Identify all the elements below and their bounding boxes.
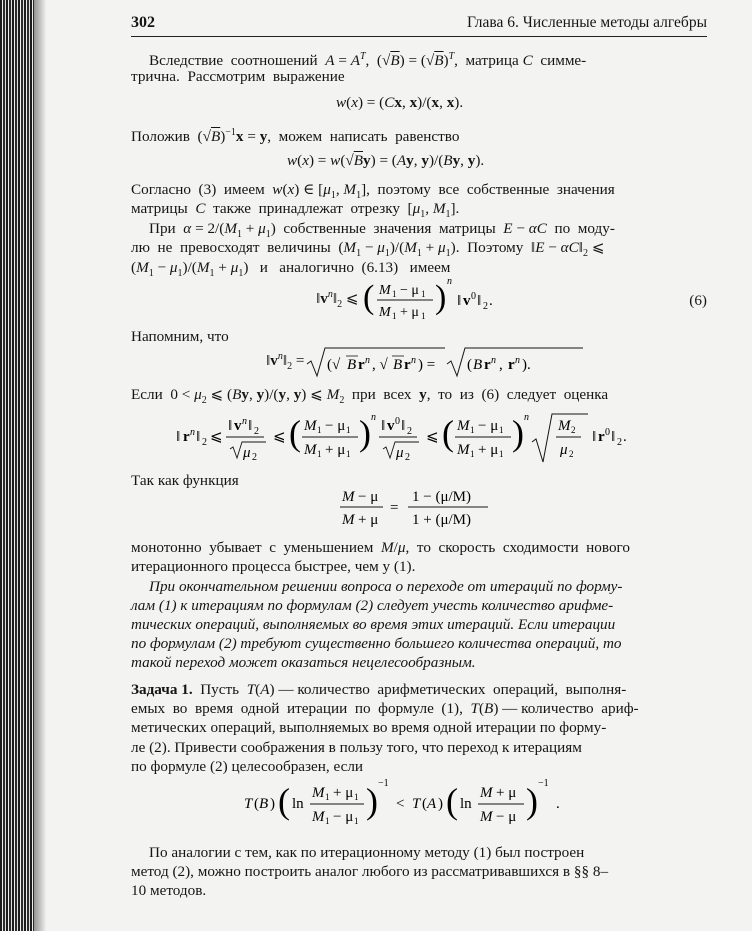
svg-text:1: 1: [346, 425, 351, 435]
svg-text:+ μ: + μ: [478, 442, 499, 458]
svg-text:1: 1: [317, 449, 322, 459]
svg-text:n: n: [524, 412, 529, 423]
svg-text:⩽: ⩽: [273, 429, 286, 445]
svg-text:1: 1: [499, 425, 504, 435]
svg-text:‖: ‖: [611, 429, 616, 445]
svg-text:−1: −1: [378, 778, 389, 789]
svg-text:+ μ: + μ: [358, 512, 379, 528]
svg-text:(√: (√: [326, 357, 340, 373]
text-line-7: лю не превосходят величины $(M_1 - \mu_1)/(M_1 + \mu_1)$. Поэтому ‖E − $\alpha C‖_2$ ⩽: [131, 239, 605, 260]
svg-text:1: 1: [354, 792, 359, 802]
text-line-4: Согласно (3) имеем w(x) ∈ [$\mu_1$, $M_1$], поэтому все собственные значения: [131, 181, 615, 202]
chapter-title: Глава 6. Численные методы алгебры: [467, 14, 707, 31]
svg-text:): ): [359, 413, 371, 453]
svg-text:1: 1: [325, 816, 330, 826]
svg-text:, √: , √: [371, 357, 388, 373]
text-line-9: Напомним, что: [131, 328, 229, 345]
svg-text:0: 0: [605, 427, 610, 438]
svg-text:): ): [512, 413, 524, 453]
svg-text:μ: μ: [396, 445, 404, 461]
svg-text:) =: ) =: [417, 357, 435, 373]
svg-text:n: n: [490, 355, 496, 366]
text-line-6: При $\alpha = 2/(M_1 + \mu_1)$ собственные значения матрицы E − αC по моду-: [149, 220, 615, 241]
svg-text:.: .: [556, 796, 560, 812]
svg-text:): ): [526, 781, 538, 821]
equation-estimate: [176, 412, 666, 464]
svg-text:,: ,: [498, 357, 503, 373]
svg-text:− μ: − μ: [358, 489, 379, 505]
svg-text:‖: ‖: [248, 418, 253, 434]
para-line-1: По аналогии с тем, как по итерационному методу (1) был построен: [149, 844, 585, 861]
text-line-3: Положив $(√B)^{-1}x = y$, можем написать равенство: [131, 127, 460, 146]
svg-text:− μ: − μ: [496, 809, 517, 825]
equation-number: (6): [689, 292, 707, 309]
svg-text:‖: ‖: [196, 429, 201, 445]
svg-text:M: M: [304, 442, 317, 458]
svg-text:(: (: [362, 279, 374, 316]
svg-text:M: M: [558, 418, 571, 434]
svg-text:): ): [270, 796, 275, 812]
equation-6: $‖v^n‖_2$ ⩽ ( M 1 − μ 1 M 1 + μ 1 ) n ‖ v 0 ‖ 2 .: [316, 278, 509, 322]
italic-line-3: тических операций, выполняемых во время этих итераций. Если итерации: [131, 616, 616, 633]
svg-text:r: r: [403, 357, 411, 373]
svg-text:0: 0: [470, 291, 476, 302]
svg-text:r: r: [483, 357, 491, 373]
svg-text:B: B: [346, 357, 356, 373]
svg-text:⩽: ⩽: [426, 429, 439, 445]
page-number: 302: [131, 14, 155, 31]
task-line-4: ле (2). Привести соображения в пользу того, что переход к итерациям: [131, 739, 582, 756]
svg-text:M: M: [342, 489, 355, 505]
svg-text:M: M: [312, 809, 325, 825]
svg-text:‖: ‖: [592, 429, 597, 445]
running-header: [131, 14, 707, 37]
svg-text:1: 1: [325, 792, 330, 802]
svg-text:⩽: ⩽: [210, 429, 223, 445]
text-fragment: Вследствие соотношений $A = A^T$, $(√B) = (√B)^T$, матрица C симме-: [149, 51, 587, 70]
svg-text:v: v: [387, 418, 395, 434]
svg-text:r: r: [183, 429, 190, 445]
svg-text:n: n: [514, 355, 520, 366]
text-line-11: Так как функция: [131, 472, 239, 489]
svg-text:.: .: [623, 429, 627, 445]
text-line-12: монотонно убывает с уменьшением M/μ, то скорость сходимости нового: [131, 539, 630, 556]
svg-text:+ μ: + μ: [496, 785, 517, 801]
svg-text:): ): [434, 279, 446, 316]
inequality-expression: [244, 776, 594, 826]
svg-text:(: (: [289, 413, 301, 453]
svg-text:1: 1: [470, 425, 475, 435]
fraction-power: [359, 278, 509, 322]
italic-line-4: по формулам (2) требуют существенно большего количества операций, то: [131, 635, 622, 652]
svg-text:+ μ: + μ: [325, 442, 346, 458]
italic-line-2: лам (1) к итерациям по формулам (2) следует учесть количество арифме-: [131, 597, 614, 614]
svg-text:n: n: [190, 427, 195, 438]
svg-text:2: 2: [407, 426, 412, 437]
svg-text:v: v: [234, 418, 242, 434]
task-line-2: емых во время одной итерации по формуле (1), T(B) — количество ариф-: [131, 700, 639, 717]
svg-text:0: 0: [395, 416, 400, 427]
svg-text:M: M: [457, 442, 470, 458]
svg-text:1: 1: [391, 289, 397, 299]
svg-text:(: (: [254, 796, 259, 812]
svg-text:): ): [366, 781, 378, 821]
equation-w-x: w(x) = (Cx, x)/(x, x).: [336, 94, 464, 111]
svg-text:2: 2: [482, 301, 488, 312]
svg-text:− μ: − μ: [478, 418, 499, 434]
svg-text:n: n: [371, 412, 376, 423]
text-line-8: $(M_1 - \mu_1)/(M_1 + \mu_1)$ и аналогично (6.13) имеем: [131, 259, 451, 280]
svg-text:−1: −1: [538, 778, 549, 789]
svg-text:1: 1: [420, 289, 426, 299]
equation-norm: $‖v^n‖_2$ = (√ B r n , √ B r n ) = ( B r n , r n ).: [266, 346, 595, 378]
svg-text:2: 2: [252, 452, 257, 463]
para-line-3: 10 методов.: [131, 882, 207, 899]
svg-text:r: r: [507, 357, 515, 373]
svg-text:‖: ‖: [456, 293, 461, 309]
svg-text:r: r: [357, 357, 365, 373]
svg-text:(: (: [446, 781, 458, 821]
equation-w-y: w(x) = w(√By) = (Ay, y)/(By, y).: [287, 152, 485, 169]
equation-inequality: [244, 776, 594, 826]
task-line-3: метических операций, выполняемых во время одной итерации по форму-: [131, 719, 607, 736]
svg-text:μ: μ: [560, 442, 568, 458]
svg-text:T: T: [244, 796, 253, 812]
svg-text:‖: ‖: [176, 429, 181, 445]
svg-text:A: A: [427, 796, 437, 812]
svg-text:M: M: [342, 512, 355, 528]
svg-text:n: n: [364, 355, 370, 366]
text-line-5: матрицы C также принадлежат отрезку [$\mu_1$, $M_1$].: [131, 200, 460, 221]
text-line-10: Если $0 < \mu_2$ ⩽ (By, y)/(y, y) ⩽ $M_2$ при всех y, то из (6) следует оценка: [131, 386, 609, 407]
svg-text:2: 2: [202, 437, 207, 448]
svg-text:B: B: [472, 357, 482, 373]
svg-text:): ): [438, 796, 443, 812]
sqrt-expression: [305, 346, 595, 378]
svg-text:‖: ‖: [381, 418, 386, 434]
svg-text:n: n: [410, 355, 416, 366]
svg-text:v: v: [462, 293, 471, 309]
svg-text:1: 1: [391, 311, 397, 321]
svg-text:1: 1: [499, 449, 504, 459]
svg-text:n: n: [242, 416, 247, 427]
svg-text:M: M: [304, 418, 317, 434]
scan-binding-edge: [0, 0, 34, 931]
svg-text:.: .: [488, 293, 493, 309]
svg-text:M: M: [378, 305, 391, 320]
svg-text:B: B: [392, 357, 402, 373]
svg-text:ln: ln: [292, 796, 304, 812]
svg-text:(: (: [278, 781, 290, 821]
svg-text:(: (: [442, 413, 454, 453]
svg-text:n: n: [446, 276, 452, 287]
svg-text:‖: ‖: [476, 293, 481, 309]
svg-text:2: 2: [617, 437, 622, 448]
svg-text:− μ: − μ: [325, 418, 346, 434]
scan-shadow: [34, 0, 46, 931]
svg-text:).: ).: [521, 357, 531, 373]
estimate-chain: [176, 412, 666, 464]
svg-text:+ μ: + μ: [333, 785, 354, 801]
svg-text:=: =: [390, 500, 399, 516]
svg-text:1: 1: [346, 449, 351, 459]
svg-text:(: (: [466, 357, 472, 373]
svg-text:2: 2: [569, 449, 574, 459]
svg-text:T: T: [412, 796, 421, 812]
svg-text:1: 1: [470, 449, 475, 459]
svg-text:‖: ‖: [228, 418, 233, 434]
svg-text:M: M: [312, 785, 325, 801]
svg-text:M: M: [480, 809, 493, 825]
svg-text:(: (: [422, 796, 427, 812]
svg-text:r: r: [598, 429, 605, 445]
function-fraction: [338, 484, 498, 530]
task-line-5: по формуле (2) целесообразен, если: [131, 758, 364, 775]
svg-text:+ μ: + μ: [399, 305, 419, 320]
svg-text:B: B: [259, 796, 269, 812]
italic-line-1: При окончательном решении вопроса о переходе от итераций по форму-: [149, 578, 623, 595]
svg-text:M: M: [480, 785, 493, 801]
text-line-13: итерационного процесса быстрее, чем у (1).: [131, 558, 416, 575]
svg-text:M: M: [378, 283, 391, 298]
svg-text:1: 1: [420, 311, 426, 321]
svg-text:2: 2: [405, 452, 410, 463]
svg-text:− μ: − μ: [399, 283, 419, 298]
svg-text:1: 1: [317, 425, 322, 435]
svg-text:ln: ln: [460, 796, 472, 812]
svg-text:μ: μ: [243, 445, 251, 461]
task-line-1: Задача 1. Пусть T(A) — количество арифметических операций, выполня-: [131, 681, 627, 698]
svg-text:− μ: − μ: [333, 809, 354, 825]
svg-text:‖: ‖: [401, 418, 406, 434]
svg-text:1 + (μ/M): 1 + (μ/M): [412, 512, 471, 528]
svg-text:M: M: [457, 418, 470, 434]
italic-line-5: такой переход может оказаться нецелесообразным.: [131, 654, 476, 671]
svg-text:<: <: [396, 796, 405, 812]
svg-text:2: 2: [254, 426, 259, 437]
svg-text:1: 1: [354, 816, 359, 826]
para-line-2: метод (2), можно построить аналог любого из рассматривавшихся в §§ 8–: [131, 863, 609, 880]
text-line-2: трична. Рассмотрим выражение: [131, 68, 345, 85]
equation-function: [338, 484, 498, 530]
task-label: Задача 1.: [131, 681, 193, 698]
svg-text:1 − (μ/M): 1 − (μ/M): [412, 489, 471, 505]
svg-text:2: 2: [571, 425, 576, 435]
